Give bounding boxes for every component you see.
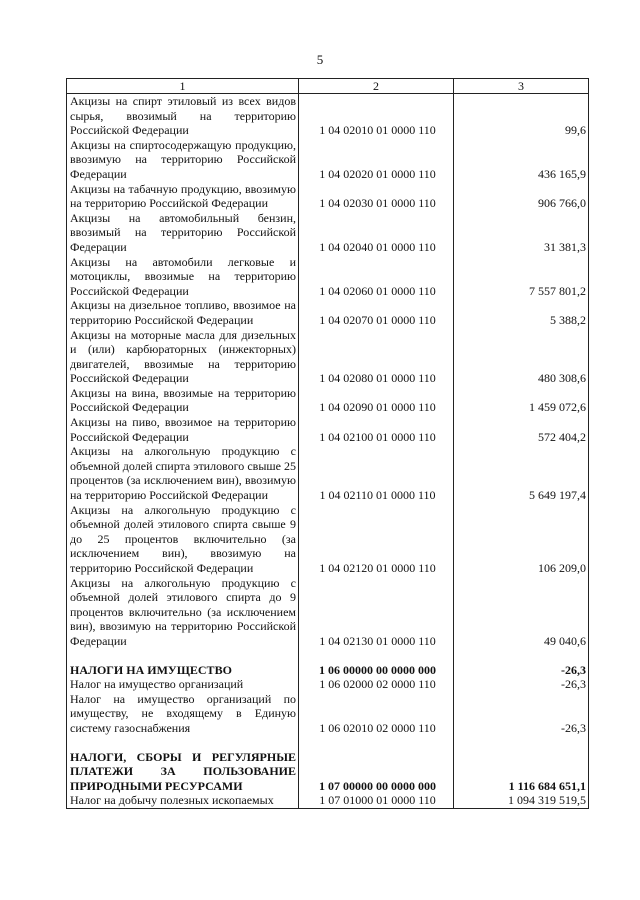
row-name: Налог на добычу полезных ископаемых <box>67 793 299 808</box>
table-row <box>67 182 589 211</box>
table-row <box>67 503 589 576</box>
table-row <box>67 255 589 299</box>
row-name: Акцизы на пиво, ввозимое на территорию Российской Федерации <box>67 415 299 444</box>
table-row <box>67 576 589 649</box>
section-code: 1 07 00000 00 0000 000 <box>299 750 454 794</box>
table-row-section <box>67 750 589 794</box>
row-value: -26,3 <box>454 692 589 736</box>
row-code: 1 04 02060 01 0000 110 <box>299 255 454 299</box>
row-name: Акцизы на алкогольную продукцию с объемной долей спирта этилового свыше 25 процентов (за исключением вин), ввозимую на территорию Российской Федерации <box>67 444 299 502</box>
row-name: Акцизы на спирт этиловый из всех видов сырья, ввозимый на территорию Российской Федерации <box>67 94 299 138</box>
row-value: 31 381,3 <box>454 211 589 255</box>
column-header-3: 3 <box>454 79 589 94</box>
revenue-table <box>66 78 589 809</box>
row-value: 99,6 <box>454 94 589 138</box>
row-name: Акцизы на моторные масла для дизельных и (или) карбюраторных (инжекторных) двигателей, ввозимые на территорию Российской Федерации <box>67 328 299 386</box>
row-value: 1 459 072,6 <box>454 386 589 415</box>
row-value: 572 404,2 <box>454 415 589 444</box>
row-code: 1 04 02030 01 0000 110 <box>299 182 454 211</box>
table-header-row <box>67 79 589 94</box>
section-code: 1 06 00000 00 0000 000 <box>299 663 454 678</box>
table-row <box>67 328 589 386</box>
table-row <box>67 211 589 255</box>
row-name: Акцизы на вина, ввозимые на территорию Российской Федерации <box>67 386 299 415</box>
row-value: 5 649 197,4 <box>454 444 589 502</box>
table-row <box>67 444 589 502</box>
column-header-1: 1 <box>67 79 299 94</box>
row-code: 1 06 02010 02 0000 110 <box>299 692 454 736</box>
row-code: 1 04 02090 01 0000 110 <box>299 386 454 415</box>
row-name: Акцизы на автомобили легковые и мотоциклы, ввозимые на территорию Российской Федерации <box>67 255 299 299</box>
row-code: 1 07 01000 01 0000 110 <box>299 793 454 808</box>
row-code: 1 04 02080 01 0000 110 <box>299 328 454 386</box>
row-name: Акцизы на алкогольную продукцию с объемной долей этилового спирта до 9 процентов включительно (за исключением вин), ввозимую на территорию Российской Федерации <box>67 576 299 649</box>
row-value: 906 766,0 <box>454 182 589 211</box>
row-name: Налог на имущество организаций <box>67 677 299 692</box>
row-code: 1 04 02040 01 0000 110 <box>299 211 454 255</box>
table-row-section <box>67 663 589 678</box>
row-name: Акцизы на алкогольную продукцию с объемной долей этилового спирта свыше 9 до 25 процентов включительно (за исключением вин), ввозимую на территорию Российской Федерации <box>67 503 299 576</box>
row-value: 49 040,6 <box>454 576 589 649</box>
row-name: Акцизы на дизельное топливо, ввозимое на территорию Российской Федерации <box>67 298 299 327</box>
table-row <box>67 692 589 736</box>
row-name: Налог на имущество организаций по имуществу, не входящему в Единую систему газоснабжения <box>67 692 299 736</box>
row-code: 1 04 02070 01 0000 110 <box>299 298 454 327</box>
table-row <box>67 94 589 138</box>
row-value: 480 308,6 <box>454 328 589 386</box>
row-value: 7 557 801,2 <box>454 255 589 299</box>
row-value: 5 388,2 <box>454 298 589 327</box>
section-value: 1 116 684 651,1 <box>454 750 589 794</box>
table-row <box>67 138 589 182</box>
row-code: 1 04 02010 01 0000 110 <box>299 94 454 138</box>
row-value: 1 094 319 519,5 <box>454 793 589 808</box>
row-name: Акцизы на табачную продукцию, ввозимую на территорию Российской Федерации <box>67 182 299 211</box>
row-code: 1 06 02000 02 0000 110 <box>299 677 454 692</box>
spacer-row <box>67 649 589 663</box>
spacer-row <box>67 736 589 750</box>
table-row <box>67 793 589 808</box>
section-name: НАЛОГИ НА ИМУЩЕСТВО <box>67 663 299 678</box>
row-value: 436 165,9 <box>454 138 589 182</box>
row-code: 1 04 02120 01 0000 110 <box>299 503 454 576</box>
row-name: Акцизы на спиртосодержащую продукцию, ввозимую на территорию Российской Федерации <box>67 138 299 182</box>
row-code: 1 04 02100 01 0000 110 <box>299 415 454 444</box>
row-code: 1 04 02020 01 0000 110 <box>299 138 454 182</box>
page-number: 5 <box>316 52 324 67</box>
row-value: 106 209,0 <box>454 503 589 576</box>
row-name: Акцизы на автомобильный бензин, ввозимый на территорию Российской Федерации <box>67 211 299 255</box>
row-code: 1 04 02110 01 0000 110 <box>299 444 454 502</box>
table-row <box>67 415 589 444</box>
column-header-2: 2 <box>299 79 454 94</box>
section-name: НАЛОГИ, СБОРЫ И РЕГУЛЯРНЫЕ ПЛАТЕЖИ ЗА ПОЛЬЗОВАНИЕ ПРИРОДНЫМИ РЕСУРСАМИ <box>67 750 299 794</box>
table-row <box>67 677 589 692</box>
table-row <box>67 298 589 327</box>
table-row <box>67 386 589 415</box>
row-value: -26,3 <box>454 677 589 692</box>
row-code: 1 04 02130 01 0000 110 <box>299 576 454 649</box>
section-value: -26,3 <box>454 663 589 678</box>
